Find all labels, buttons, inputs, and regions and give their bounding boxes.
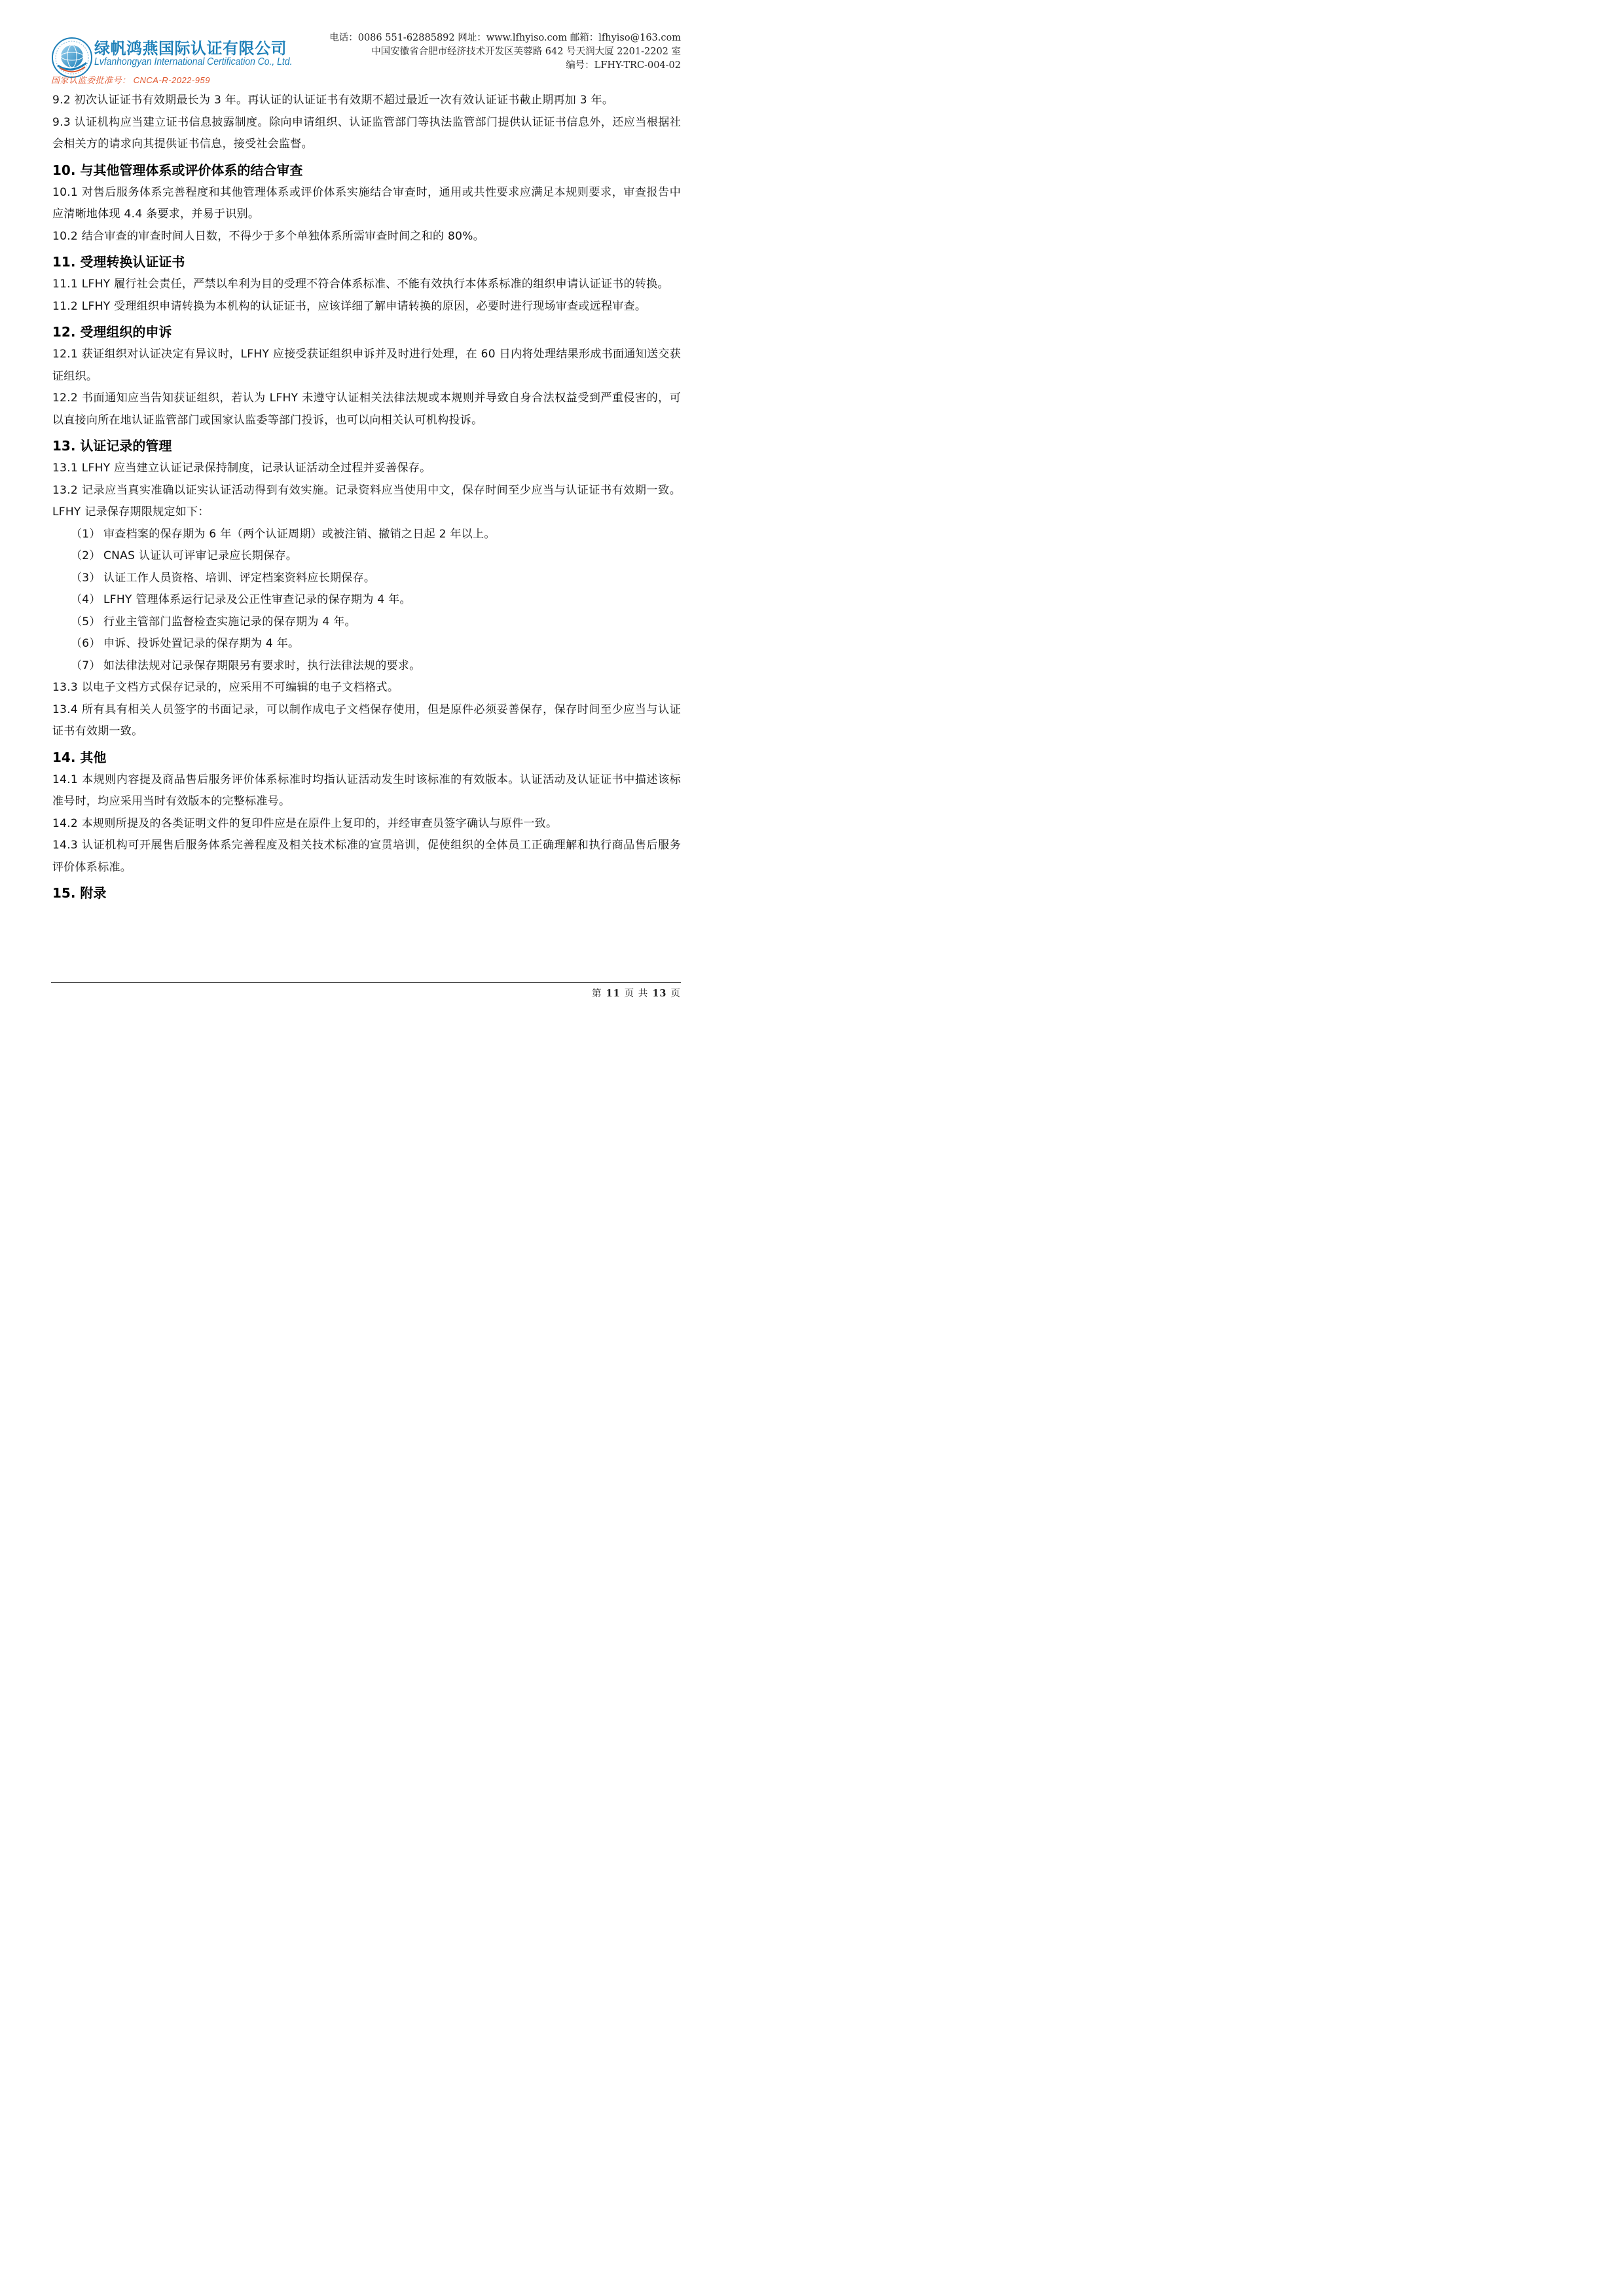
- list-item: [52, 568, 681, 590]
- document-number: 编号：LFHY-TRC-004-02: [566, 60, 681, 71]
- list-item-number: （4）: [71, 593, 101, 606]
- list-item-text: 认证工作人员资格、培训、评定档案资料应长期保存。: [103, 571, 376, 585]
- clause-13-2: 13.2 记录应当真实准确以证实认证活动得到有效实施。记录资料应当使用中文，保存时间至少应当与认证证书有效期一致。LFHY 记录保存期限规定如下：: [52, 483, 681, 519]
- page-current: 11: [606, 988, 621, 999]
- list-item-text: 审查档案的保存期为 6 年（两个认证周期）或被注销、撤销之日起 2 年以上。: [103, 527, 496, 541]
- list-item: [52, 524, 681, 546]
- page-suffix: 页: [670, 989, 681, 999]
- clause-12-2: 12.2 书面通知应当告知获证组织，若认为 LFHY 未遵守认证相关法律法规或本规则并导致自身合法权益受到严重侵害的，可以直接向所在地认证监管部门或国家认监委等部门投诉，也可以向相关认可机构投诉。: [52, 392, 681, 427]
- clause-10-2: 10.2 结合审查的审查时间人日数，不得少于多个单独体系所需审查时间之和的 80%。: [52, 229, 485, 243]
- section-heading-10: 10. 与其他管理体系或评价体系的结合审查: [52, 162, 303, 178]
- list-item-text: 如法律法规对记录保存期限另有要求时，执行法律法规的要求。: [103, 659, 421, 672]
- clause-11-2: 11.2 LFHY 受理组织申请转换为本机构的认证证书，应该详细了解申请转换的原因，必要时进行现场审查或远程审查。: [52, 299, 647, 313]
- clause-13-4: 13.4 所有具有相关人员签字的书面记录，可以制作成电子文档保存使用，但是原件必须妥善保存，保存时间至少应当与认证证书有效期一致。: [52, 702, 681, 738]
- page-total: 13: [652, 988, 667, 999]
- retention-list: [52, 524, 681, 678]
- company-logo: [51, 34, 293, 85]
- page-prefix: 第: [592, 989, 602, 999]
- list-item-number: （2）: [71, 549, 101, 562]
- section-heading-11: 11. 受理转换认证证书: [52, 254, 185, 270]
- clause-14-3: 14.3 认证机构可开展售后服务体系完善程度及相关技术标准的宣贯培训，促使组织的全体员工正确理解和执行商品售后服务评价体系标准。: [52, 839, 681, 874]
- list-item-number: （1）: [71, 527, 101, 541]
- contact-block: [329, 31, 681, 73]
- list-item-number: （3）: [71, 571, 101, 585]
- page-header: [51, 31, 681, 85]
- company-name-cn: 绿帆鸿燕国际认证有限公司: [94, 39, 287, 58]
- clause-11-1: 11.1 LFHY 履行社会责任，严禁以牟利为目的受理不符合体系标准、不能有效执行本体系标准的组织申请认证证书的转换。: [52, 278, 669, 291]
- address-line: 中国安徽省合肥市经济技术开发区芙蓉路 642 号天润大厦 2201-2202 室: [371, 46, 681, 57]
- list-item-text: CNAS 认证认可评审记录应长期保存。: [103, 549, 298, 562]
- clause-10-1: 10.1 对售后服务体系完善程度和其他管理体系或评价体系实施结合审查时，通用或共性要求应满足本规则要求，审查报告中应清晰地体现 4.4 条要求，并易于识别。: [52, 185, 681, 221]
- section-heading-12: 12. 受理组织的申诉: [52, 324, 172, 340]
- list-item-text: 行业主管部门监督检查实施记录的保存期为 4 年。: [103, 615, 356, 629]
- clause-13-3: 13.3 以电子文档方式保存记录的，应采用不可编辑的电子文档格式。: [52, 681, 399, 694]
- list-item: [52, 589, 681, 611]
- clause-9-2: 9.2 初次认证证书有效期最长为 3 年。再认证的认证证书有效期不超过最近一次有效认证证书截止期再加 3 年。: [52, 94, 614, 107]
- contact-line: 电话：0086 551-62885892 网址：www.lfhyiso.com 邮箱：lfhyiso@163.com: [329, 33, 681, 43]
- document-body: [52, 90, 681, 905]
- page-number: [592, 986, 681, 1000]
- footer-divider: [51, 982, 681, 983]
- section-heading-13: 13. 认证记录的管理: [52, 438, 172, 454]
- clause-12-1: 12.1 获证组织对认证决定有异议时，LFHY 应接受获证组织申诉并及时进行处理，在 60 日内将处理结果形成书面通知送交获证组织。: [52, 348, 681, 383]
- list-item-text: LFHY 管理体系运行记录及公正性审查记录的保存期为 4 年。: [103, 593, 411, 606]
- page-mid: 页 共: [624, 989, 649, 999]
- list-item-number: （6）: [71, 637, 101, 650]
- section-heading-15: 15. 附录: [52, 885, 107, 901]
- clause-13-1: 13.1 LFHY 应当建立认证记录保持制度，记录认证活动全过程并妥善保存。: [52, 462, 431, 475]
- list-item: [52, 655, 681, 678]
- company-name-en: Lvfanhongyan International Certification Co., Ltd.: [94, 56, 293, 67]
- list-item-text: 申诉、投诉处置记录的保存期为 4 年。: [103, 637, 300, 650]
- list-item-number: （5）: [71, 615, 101, 629]
- clause-9-3: 9.3 认证机构应当建立证书信息披露制度。除向申请组织、认证监管部门等执法监管部门提供认证证书信息外，还应当根据社会相关方的请求向其提供证书信息，接受社会监督。: [52, 115, 681, 151]
- section-heading-14: 14. 其他: [52, 749, 107, 765]
- clause-14-2: 14.2 本规则所提及的各类证明文件的复印件应是在原件上复印的，并经审查员签字确认与原件一致。: [52, 816, 558, 830]
- approval-number: 国家认监委批准号： CNCA-R-2022-959: [51, 75, 210, 85]
- list-item-number: （7）: [71, 659, 101, 672]
- clause-14-1: 14.1 本规则内容提及商品售后服务评价体系标准时均指认证活动发生时该标准的有效版本。认证活动及认证证书中描述该标准号时，均应采用当时有效版本的完整标准号。: [52, 773, 681, 808]
- globe-logo-icon: [51, 37, 93, 79]
- document-page: [0, 0, 727, 1028]
- list-item: [52, 545, 681, 568]
- list-item: [52, 633, 681, 655]
- list-item: [52, 611, 681, 634]
